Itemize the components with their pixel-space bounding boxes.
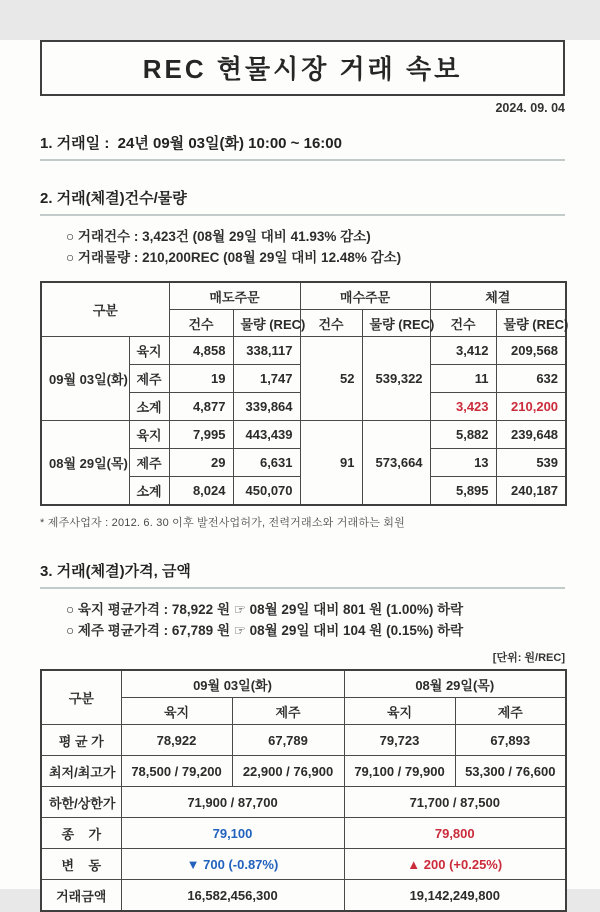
value-cell: 79,723: [344, 725, 455, 756]
col-header-settle-volume: 물량 (REC): [496, 310, 566, 337]
region-cell: 제주: [129, 449, 169, 477]
value-cell: 5,882: [430, 421, 496, 449]
value-cell: 22,900 / 76,900: [232, 756, 344, 787]
value-cell: 78,500 / 79,200: [121, 756, 232, 787]
value-cell: 67,893: [455, 725, 566, 756]
value-cell: 78,922: [121, 725, 232, 756]
date-cell: 09월 03일(화): [41, 337, 129, 421]
value-cell: 29: [169, 449, 233, 477]
value-cell: 209,568: [496, 337, 566, 365]
col-header-sell-count: 건수: [169, 310, 233, 337]
value-cell: 443,439: [233, 421, 300, 449]
value-cell: 539: [496, 449, 566, 477]
col-header-settle-count: 건수: [430, 310, 496, 337]
value-cell: 71,700 / 87,500: [344, 787, 566, 818]
region-cell: 소계: [129, 393, 169, 421]
value-cell-highlight: 3,423: [430, 393, 496, 421]
report-date: 2024. 09. 04: [495, 101, 565, 115]
value-cell-closing-day2: 79,800: [344, 818, 566, 849]
jeju-footnote: * 제주사업자 : 2012. 6. 30 이후 발전사업허가, 전력거래소와 거래하는 회원: [40, 517, 405, 529]
document-title-box: [40, 40, 565, 96]
region-cell: 제주: [129, 365, 169, 393]
row-label: 거래금액: [41, 880, 121, 912]
col-header-day2-mainland: 육지: [344, 698, 455, 725]
value-cell: 11: [430, 365, 496, 393]
document-content: [0, 40, 600, 912]
value-cell: 632: [496, 365, 566, 393]
row-label: 종 가: [41, 818, 121, 849]
col-header-category: 구분: [41, 282, 169, 337]
value-cell: 19,142,249,800: [344, 880, 566, 912]
value-cell: 8,024: [169, 477, 233, 506]
row-label: 평 균 가: [41, 725, 121, 756]
trade-count-bullet: ○ 거래건수 : 3,423건 (08월 29일 대비 41.93% 감소): [66, 229, 371, 244]
col-header-day2-jeju: 제주: [455, 698, 566, 725]
trade-volume-bullet: ○ 거래물량 : 210,200REC (08월 29일 대비 12.48% 감소): [66, 250, 402, 265]
section-2-bullets: [66, 226, 565, 268]
min-max-price-row: [41, 756, 566, 787]
col-header-sell-orders: 매도주문: [169, 282, 300, 310]
unit-label: [단위: 원/REC]: [492, 652, 565, 664]
value-cell: 19: [169, 365, 233, 393]
value-cell: 450,070: [233, 477, 300, 506]
closing-price-row: [41, 818, 566, 849]
section-3-heading: 3. 거래(체결)가격, 금액: [40, 560, 565, 589]
col-header-day1-jeju: 제주: [232, 698, 344, 725]
value-cell: 79,100 / 79,900: [344, 756, 455, 787]
col-header-settled: 체결: [430, 282, 566, 310]
section-3-bullets: [66, 599, 565, 641]
table-header-row: [41, 282, 566, 310]
value-cell: 71,900 / 87,700: [121, 787, 344, 818]
region-cell: 육지: [129, 421, 169, 449]
region-cell: 소계: [129, 477, 169, 506]
value-cell: 240,187: [496, 477, 566, 506]
value-cell: 339,864: [233, 393, 300, 421]
trade-amount-row: [41, 880, 566, 912]
table-header-row: [41, 670, 566, 698]
col-header-sell-volume: 물량 (REC): [233, 310, 300, 337]
value-cell: 16,582,456,300: [121, 880, 344, 912]
value-cell: 13: [430, 449, 496, 477]
col-header-buy-volume: 물량 (REC): [362, 310, 430, 337]
limit-price-row: [41, 787, 566, 818]
value-cell: 6,631: [233, 449, 300, 477]
average-price-row: [41, 725, 566, 756]
value-cell: 539,322: [362, 337, 430, 421]
document-title: REC 현물시장 거래 속보: [142, 54, 463, 84]
table-row: [41, 337, 566, 365]
value-cell-highlight: 210,200: [496, 393, 566, 421]
row-label: 최저/최고가: [41, 756, 121, 787]
date-cell: 08월 29일(목): [41, 421, 129, 506]
col-header-day2: 08월 29일(목): [344, 670, 566, 698]
row-label: 변 동: [41, 849, 121, 880]
value-cell: 67,789: [232, 725, 344, 756]
value-cell: 53,300 / 76,600: [455, 756, 566, 787]
value-cell: 52: [300, 337, 362, 421]
change-row: [41, 849, 566, 880]
value-cell: 5,895: [430, 477, 496, 506]
value-cell: 239,648: [496, 421, 566, 449]
value-cell-closing-day1: 79,100: [121, 818, 344, 849]
section-2-heading: 2. 거래(체결)건수/물량: [40, 187, 565, 216]
document-page: [0, 40, 600, 904]
value-cell: 338,117: [233, 337, 300, 365]
price-amount-table: [40, 669, 567, 912]
col-header-category: 구분: [41, 670, 121, 725]
row-label: 하한/상한가: [41, 787, 121, 818]
col-header-buy-count: 건수: [300, 310, 362, 337]
section-1-heading: 1. 거래일 : 24년 09월 03일(화) 10:00 ~ 16:00: [40, 132, 565, 161]
value-cell: 7,995: [169, 421, 233, 449]
trade-count-volume-table: [40, 281, 567, 506]
value-cell: 4,858: [169, 337, 233, 365]
table-row: [41, 421, 566, 449]
value-cell: 3,412: [430, 337, 496, 365]
value-cell: 573,664: [362, 421, 430, 506]
col-header-buy-orders: 매수주문: [300, 282, 430, 310]
value-cell: 1,747: [233, 365, 300, 393]
region-cell: 육지: [129, 337, 169, 365]
col-header-day1: 09월 03일(화): [121, 670, 344, 698]
col-header-day1-mainland: 육지: [121, 698, 232, 725]
value-cell-change-up: ▲ 200 (+0.25%): [344, 849, 566, 880]
value-cell-change-down: ▼ 700 (-0.87%): [121, 849, 344, 880]
value-cell: 4,877: [169, 393, 233, 421]
jeju-avg-price-bullet: ○ 제주 평균가격 : 67,789 원 ☞ 08월 29일 대비 104 원 (0.15%) 하락: [66, 623, 464, 638]
mainland-avg-price-bullet: ○ 육지 평균가격 : 78,922 원 ☞ 08월 29일 대비 801 원 (1.00%) 하락: [66, 602, 464, 617]
value-cell: 91: [300, 421, 362, 506]
